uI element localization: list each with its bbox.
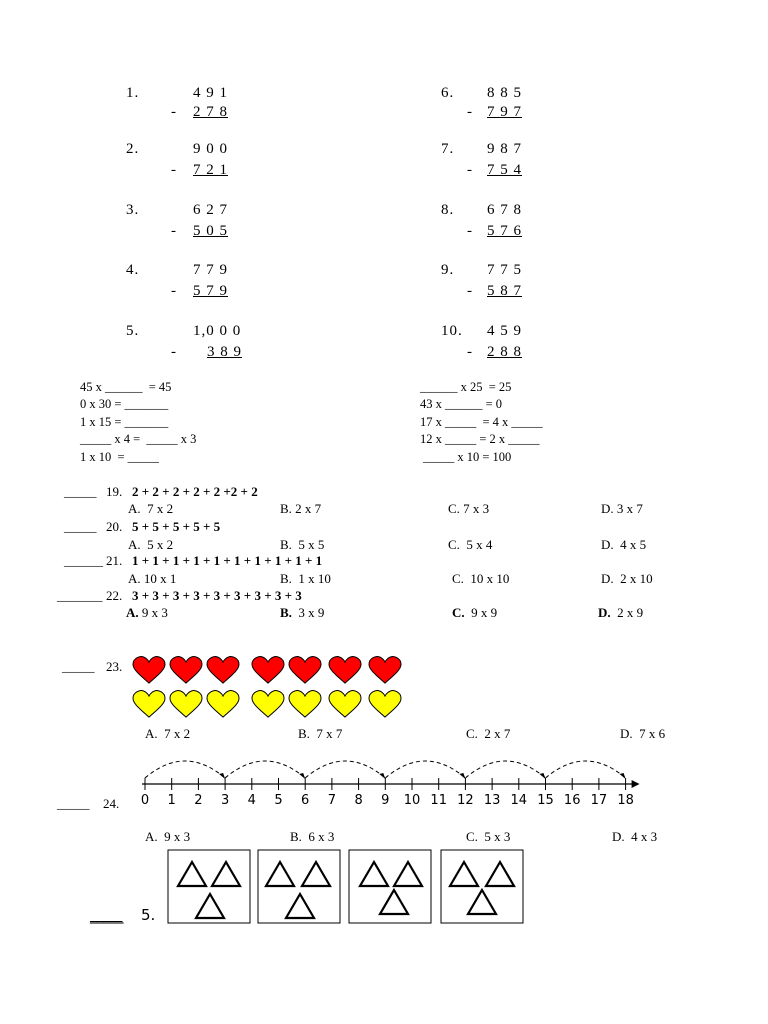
option-text: 5 x 5 bbox=[298, 537, 325, 552]
answer-blank[interactable]: ______ bbox=[64, 553, 103, 568]
option-b[interactable] bbox=[280, 501, 321, 517]
minus-sign: - bbox=[171, 223, 177, 239]
heart-icon bbox=[329, 657, 361, 684]
jump-arc bbox=[305, 761, 385, 778]
option-b[interactable] bbox=[280, 537, 324, 553]
problem-number: 8. bbox=[441, 202, 455, 218]
problem-number: 10. bbox=[441, 323, 463, 339]
answer-blank[interactable]: _____ bbox=[62, 659, 95, 674]
option-text: 7 x 2 bbox=[147, 501, 174, 516]
triangle-icon bbox=[302, 862, 330, 886]
option-letter: C. bbox=[448, 537, 460, 552]
jump-arc bbox=[385, 761, 465, 778]
option-c[interactable]: C. 5 x 3 bbox=[466, 829, 511, 844]
option-letter: A. bbox=[128, 501, 141, 516]
option-a[interactable]: A. 9 x 3 bbox=[145, 829, 191, 844]
problem-number: 2. bbox=[126, 141, 140, 157]
jump-arc bbox=[546, 761, 626, 778]
minuend: 7 7 5 bbox=[487, 262, 522, 278]
problem-number: 5. bbox=[126, 323, 140, 339]
minuend: 9 8 7 bbox=[487, 141, 522, 157]
subtrahend: 5 7 6 bbox=[487, 223, 522, 239]
question-number: 20. bbox=[106, 519, 123, 534]
problem-number: 7. bbox=[441, 141, 455, 157]
option-b[interactable]: B. 7 x 7 bbox=[298, 726, 343, 741]
minus-sign: - bbox=[171, 104, 177, 120]
tick-label: 17 bbox=[590, 793, 608, 808]
question-number: 19. bbox=[106, 484, 123, 499]
tick-label: 16 bbox=[563, 793, 581, 808]
tick-label: 14 bbox=[510, 793, 528, 808]
option-c[interactable]: C. 2 x 7 bbox=[466, 726, 511, 741]
option-a[interactable] bbox=[128, 571, 176, 587]
option-d[interactable] bbox=[601, 571, 653, 587]
minuend: 1,0 0 0 bbox=[193, 323, 242, 339]
heart-icon bbox=[207, 657, 239, 684]
minuend: 4 5 9 bbox=[487, 323, 522, 339]
option-text: 2 x 9 bbox=[617, 605, 644, 620]
heart-icon bbox=[133, 657, 165, 684]
question-text: 2 + 2 + 2 + 2 + 2 +2 + 2 bbox=[132, 484, 258, 499]
minuend: 4 9 1 bbox=[193, 85, 228, 101]
option-d[interactable] bbox=[601, 537, 646, 553]
problem-number: 9. bbox=[441, 262, 455, 278]
option-letter: D. bbox=[601, 537, 614, 552]
arrow-head-icon bbox=[632, 780, 640, 788]
option-letter: A. bbox=[128, 537, 141, 552]
fill-in-item: 12 x _____ = 2 x _____ bbox=[420, 432, 540, 446]
minuend: 7 7 9 bbox=[193, 262, 228, 278]
option-letter: C. bbox=[452, 605, 465, 620]
subtrahend: 3 8 9 bbox=[207, 344, 242, 360]
triangle-icon bbox=[486, 862, 514, 886]
heart-icon bbox=[207, 691, 239, 718]
option-b[interactable]: B. 6 x 3 bbox=[290, 829, 335, 844]
option-b[interactable] bbox=[280, 571, 331, 587]
tick-label: 4 bbox=[247, 793, 256, 808]
heart-icon bbox=[170, 691, 202, 718]
option-text: 7 x 3 bbox=[463, 501, 490, 516]
option-text: 10 x 1 bbox=[143, 571, 177, 586]
option-a[interactable] bbox=[128, 537, 173, 553]
option-text: 9 x 3 bbox=[141, 605, 168, 620]
tick-label: 18 bbox=[617, 793, 634, 808]
question-text: 3 + 3 + 3 + 3 + 3 + 3 + 3 + 3 + 3 bbox=[132, 588, 302, 603]
option-letter: B. bbox=[280, 501, 292, 516]
question-number: 24. bbox=[103, 796, 120, 811]
triangle-icon bbox=[178, 862, 206, 886]
minuend: 6 2 7 bbox=[193, 202, 228, 218]
tick-label: 10 bbox=[403, 793, 421, 808]
option-c[interactable] bbox=[448, 537, 492, 553]
minus-sign: - bbox=[467, 223, 473, 239]
tick-label: 5 bbox=[274, 793, 283, 808]
heart-icon bbox=[369, 657, 401, 684]
option-d[interactable] bbox=[601, 501, 643, 517]
problem-number: 3. bbox=[126, 202, 140, 218]
fill-in-item: 1 x 15 = _______ bbox=[80, 415, 169, 429]
subtrahend: 7 5 4 bbox=[487, 162, 522, 178]
minuend: 8 8 5 bbox=[487, 85, 522, 101]
tick-label: 13 bbox=[483, 793, 501, 808]
answer-blank[interactable]: _____ bbox=[64, 519, 97, 534]
triangle-icon bbox=[468, 890, 496, 914]
jump-arrow-icon bbox=[379, 773, 385, 779]
option-d[interactable]: D. 7 x 6 bbox=[620, 726, 666, 741]
heart-icon bbox=[329, 691, 361, 718]
group-box bbox=[441, 850, 523, 923]
heart-icon bbox=[289, 691, 321, 718]
option-c[interactable] bbox=[452, 605, 497, 621]
option-letter: D. bbox=[598, 605, 611, 620]
answer-blank-line: _____ bbox=[90, 906, 123, 924]
fill-in-item: 1 x 10 = _____ bbox=[80, 450, 159, 464]
tick-label: 9 bbox=[381, 793, 390, 808]
option-b[interactable] bbox=[280, 605, 324, 621]
triangle-icon bbox=[380, 890, 408, 914]
answer-blank[interactable] bbox=[90, 906, 123, 924]
option-letter: C. bbox=[448, 501, 460, 516]
group-box bbox=[258, 850, 340, 923]
tick-label: 8 bbox=[354, 793, 363, 808]
tick-label: 0 bbox=[140, 793, 150, 808]
subtrahend: 7 2 1 bbox=[193, 162, 228, 178]
heart-icon bbox=[170, 657, 202, 684]
option-letter: B. bbox=[280, 605, 292, 620]
tick-label: 6 bbox=[301, 793, 310, 808]
question-number: 22. bbox=[106, 588, 123, 603]
option-a[interactable] bbox=[128, 501, 173, 517]
option-letter: D. bbox=[601, 501, 614, 516]
option-text: 1 x 10 bbox=[298, 571, 331, 586]
answer-blank[interactable]: _______ bbox=[57, 588, 103, 603]
subtrahend: 5 8 7 bbox=[487, 283, 522, 299]
option-letter: A. bbox=[126, 605, 139, 620]
option-text: 2 x 10 bbox=[620, 571, 653, 586]
question-number: 5. bbox=[141, 906, 156, 924]
subtrahend: 2 7 8 bbox=[193, 104, 228, 120]
problem-number: 1. bbox=[126, 85, 140, 101]
minus-sign: - bbox=[171, 283, 177, 299]
triangle-icon bbox=[394, 862, 422, 886]
option-text: 3 x 9 bbox=[298, 605, 325, 620]
answer-blank[interactable]: _____ bbox=[57, 796, 90, 811]
tick-label: 11 bbox=[430, 793, 447, 808]
option-d[interactable] bbox=[598, 605, 643, 621]
triangle-icon bbox=[360, 862, 388, 886]
fill-in-item: 43 x ______ = 0 bbox=[420, 397, 503, 411]
triangle-icon bbox=[212, 862, 240, 886]
minus-sign: - bbox=[467, 283, 473, 299]
jump-arrow-icon bbox=[219, 773, 225, 779]
jump-arc bbox=[465, 761, 545, 778]
triangle-icon bbox=[286, 894, 314, 918]
option-c[interactable] bbox=[448, 501, 489, 517]
option-text: 3 x 7 bbox=[616, 501, 643, 516]
subtrahend: 5 0 5 bbox=[193, 223, 228, 239]
subtrahend: 5 7 9 bbox=[193, 283, 228, 299]
triangle-icon bbox=[196, 894, 224, 918]
group-box bbox=[168, 850, 250, 923]
subtrahend: 7 9 7 bbox=[487, 104, 522, 120]
heart-icon bbox=[289, 657, 321, 684]
fill-in-item: 45 x ______ = 45 bbox=[80, 380, 172, 394]
triangle-icon bbox=[266, 862, 294, 886]
jump-arc bbox=[145, 761, 225, 778]
option-a[interactable] bbox=[126, 605, 168, 621]
tick-label: 7 bbox=[327, 793, 337, 808]
option-c[interactable] bbox=[452, 571, 509, 587]
heart-icon bbox=[133, 691, 165, 718]
answer-blank[interactable]: _____ bbox=[64, 484, 97, 499]
option-text: 9 x 9 bbox=[471, 605, 498, 620]
question-number: 23. bbox=[106, 659, 123, 674]
tick-label: 12 bbox=[457, 793, 474, 808]
heart-icon bbox=[252, 691, 284, 718]
triangle-icon bbox=[450, 862, 478, 886]
minus-sign: - bbox=[171, 162, 177, 178]
group-box bbox=[349, 850, 431, 923]
option-d[interactable]: D. 4 x 3 bbox=[612, 829, 658, 844]
tick-label: 3 bbox=[220, 793, 230, 808]
fill-in-item: 0 x 30 = _______ bbox=[80, 397, 169, 411]
question-text: 1 + 1 + 1 + 1 + 1 + 1 + 1 + 1 + 1 + 1 bbox=[132, 553, 323, 568]
jump-arrow-icon bbox=[459, 773, 465, 779]
minus-sign: - bbox=[171, 344, 177, 360]
minuend: 6 7 8 bbox=[487, 202, 522, 218]
option-text: 4 x 5 bbox=[620, 537, 647, 552]
question-text: 5 + 5 + 5 + 5 + 5 bbox=[132, 519, 221, 534]
option-letter: B. bbox=[280, 537, 292, 552]
heart-icon bbox=[369, 691, 401, 718]
question-number: 21. bbox=[106, 553, 123, 568]
minus-sign: - bbox=[467, 104, 473, 120]
option-letter: D. bbox=[601, 571, 614, 586]
option-text: 10 x 10 bbox=[470, 571, 510, 586]
jump-arrow-icon bbox=[299, 773, 305, 779]
problem-number: 4. bbox=[126, 262, 140, 278]
tick-label: 15 bbox=[537, 793, 554, 808]
tick-label: 2 bbox=[194, 793, 203, 808]
problem-number: 6. bbox=[441, 85, 455, 101]
minuend: 9 0 0 bbox=[193, 141, 228, 157]
heart-icon bbox=[252, 657, 284, 684]
jump-arc bbox=[225, 761, 305, 778]
option-text: 5 x 4 bbox=[466, 537, 493, 552]
option-letter: B. bbox=[280, 571, 292, 586]
tick-label: 1 bbox=[167, 793, 176, 808]
option-a[interactable]: A. 7 x 2 bbox=[145, 726, 191, 741]
fill-in-item: ______ x 25 = 25 bbox=[420, 380, 512, 394]
minus-sign: - bbox=[467, 344, 473, 360]
fill-in-item: 17 x _____ = 4 x _____ bbox=[420, 415, 543, 429]
fill-in-item: _____ x 10 = 100 bbox=[423, 450, 512, 464]
subtrahend: 2 8 8 bbox=[487, 344, 522, 360]
option-letter: A. bbox=[128, 571, 141, 586]
fill-in-item: _____ x 4 = _____ x 3 bbox=[80, 432, 197, 446]
jump-arrow-icon bbox=[620, 773, 626, 779]
option-letter: C. bbox=[452, 571, 464, 586]
option-text: 2 x 7 bbox=[295, 501, 322, 516]
jump-arrow-icon bbox=[540, 773, 546, 779]
option-text: 5 x 2 bbox=[147, 537, 174, 552]
minus-sign: - bbox=[467, 162, 473, 178]
